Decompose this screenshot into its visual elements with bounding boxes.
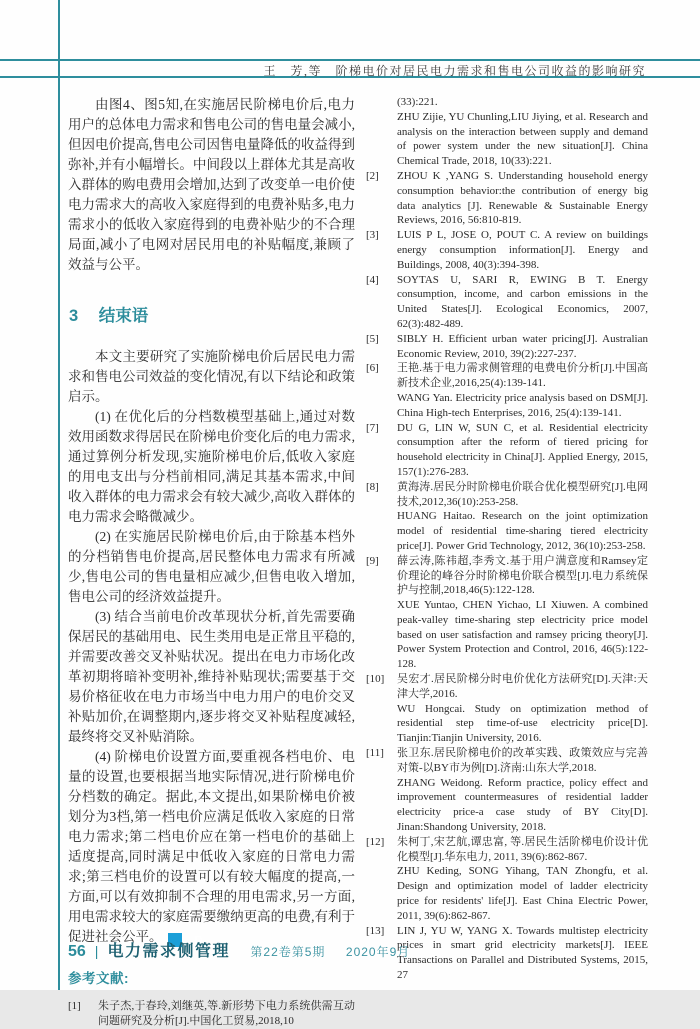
reference-text: ZHU Zijie, YU Chunling,LIU Jiying, et al. Research and analysis on the interaction between supply and demand of power system under the new situation[J]. China Chemical Trade, 2018, 10(33):221.: [397, 110, 648, 168]
reference-label: [8]: [366, 480, 379, 493]
conclusion-point-2: (2) 在实施居民阶梯电价后,由于除基本档外的分档销售电价提高,居民整体电力需求有所减少,售电公司的售电量相应减少,但售电收入增加,售电公司的经济效益提升。: [68, 529, 355, 604]
reference-label: [10]: [366, 673, 385, 686]
conclusion-point-1: (1) 在优化后的分档数模型基础上,通过对数效用函数求得居民在阶梯电价变化后的电力需求,通过算例分析发现,实施阶梯电价后,低收入家庭的用电支出与分档前相同,满足其基本需求,中间收入群体的电力需求会有较大减少,高收入群体的电力需求会略微减少。: [68, 409, 355, 524]
section-heading: [69, 302, 355, 326]
reference-item: [366, 421, 648, 480]
header-rule-top: [0, 59, 700, 61]
reference-text: LUIS P L, JOSE O, POUT C. A review on buildings energy consumption information[J]. Energy and Buildings, 2008, 40(3):394-398.: [397, 229, 648, 271]
reference-item: [366, 598, 648, 672]
running-title: 王 芳,等 阶梯电价对居民电力需求和售电公司收益的影响研究: [263, 63, 646, 78]
reference-item: [366, 391, 648, 421]
journal-name: 电力需求侧管理: [107, 943, 230, 960]
reference-text: SIBLY H. Efficient urban water pricing[J]. Australian Economic Review, 2010, 39(2):227-237.: [397, 332, 648, 360]
right-column references-list: [366, 95, 648, 983]
conclusion-point-4: [68, 747, 355, 947]
reference-item: [366, 746, 648, 776]
reference-label: [6]: [366, 362, 379, 375]
results-paragraph: 由图4、图5知,在实施居民阶梯电价后,电力用户的总体电力需求和售电公司的售电量会减小,但因电价提高,售电公司因售电量降低的收益得到弥补,并有小幅增长。中间段以上群体尤其是高收入群体的购电费用会增加,达到了改变单一电价使电力需求大的高收入家庭得到的电费补贴多,电力需求小的低收入家庭得到的电费补贴少的不合理局面,减小了电网对居民用电的补贴幅度,兼顾了效益与公平。: [68, 97, 355, 272]
reference-text: 薛云涛,陈祎超,李秀文.基于用户满意度和Ramsey定价理论的峰谷分时阶梯电价联合模型[J].电力系统保护与控制,2018,46(5):122-128.: [397, 554, 648, 597]
reference-label: [5]: [366, 332, 379, 345]
conclusion-point-4-text: (4) 阶梯电价设置方面,要重视各档电价、电量的设置,也要根据当地实际情况,进行阶梯电价分档数的确定。据此,本文提出,如果阶梯电价被划分为3档,第一档电价应满足低收入家庭的日常电力需求;第二档电价应在第一档电价的基础上适度提高,同时满足中低收入家庭的日常电力需求;第三档电价的设置可以有较大幅度的提高,一方面,可以有效抑制不合理的用电需求,另一方面,用电需求较大的家庭需要缴纳更高的电费,有利于促进社会公平。: [68, 749, 355, 944]
reference-item: [366, 95, 648, 110]
reference-label: [2]: [366, 169, 379, 182]
reference-text: 吴宏才.居民阶梯分时电价优化方法研究[D].天津:天津大学,2016.: [397, 673, 648, 700]
reference-item: [366, 361, 648, 391]
reference-text: ZHOU K ,YANG S. Understanding household energy consumption behavior:the contribution of energy big data analytics [J]. Renewable & Sustainable Energy Reviews, 2016, 56:810-819.: [397, 169, 648, 227]
conclusion-point-3: (3) 结合当前电价改革现状分析,首先需要确保居民的基础用电、民生类用电是正常且平稳的,并需要改善交叉补贴状况。提出在电力市场化改革初期将暗补变明补,维持补贴现状;需要基于交易价格征收在电力市场当中电力用户的电价交叉补贴加价,在调整期内,逐步将交叉补贴程度减轻,最终将交叉补贴消除。: [68, 609, 355, 744]
reference-label: [7]: [366, 421, 379, 434]
page-footer: [68, 938, 410, 961]
references-heading: 参考文献:: [68, 971, 129, 986]
reference-item: [366, 672, 648, 702]
reference-text: 朱子杰,于春玲,刘继英,等.新形势下电力系统供需互动问题研究及分析[J].中国化工贸易,2018,10: [98, 1000, 355, 1027]
reference-text: SOYTAS U, SARI R, EWING B T. Energy consumption, income, and carbon emissions in the United States[J]. Ecological Economics, 2007, 62(3):482-489.: [397, 273, 648, 330]
reference-item: [366, 110, 648, 169]
reference-label: [13]: [366, 924, 385, 937]
reference-item: [366, 776, 648, 835]
reference-label: [12]: [366, 835, 385, 848]
left-column: [68, 95, 355, 1029]
reference-label: [1]: [68, 1000, 81, 1012]
conclusion-intro-paragraph: 本文主要研究了实施阶梯电价后居民电力需求和售电公司效益的变化情况,有以下结论和政策启示。: [68, 349, 355, 404]
reference-item: [366, 332, 648, 362]
footer-separator: |: [94, 943, 99, 959]
issue-info: 第22卷第5期: [250, 945, 326, 959]
reference-item: [366, 702, 648, 746]
reference-text: 朱柯丁,宋艺航,谭忠富, 等.居民生活阶梯电价设计优化模型[J].华东电力, 2011, 39(6):862-867.: [397, 835, 648, 863]
publication-date: 2020年9月: [345, 945, 411, 959]
left-margin-rule: [58, 0, 60, 990]
reference-item: [366, 480, 648, 510]
reference-text: (33):221.: [397, 96, 438, 108]
reference-label: [4]: [366, 273, 379, 286]
reference-label: [9]: [366, 554, 379, 567]
reference-text: DU G, LIN W, SUN C, et al. Residential electricity consumption after the reform of tiered pricing for household electricity in China[J]. Applied Energy, 2015, 157(1):276-283.: [397, 421, 648, 478]
reference-item: [366, 228, 648, 272]
reference-item: [68, 999, 355, 1029]
reference-item: [366, 273, 648, 332]
article-end-mark-letter: D: [194, 934, 203, 946]
reference-item: [366, 169, 648, 228]
reference-text: 黄海涛.居民分时阶梯电价联合优化模型研究[J].电网技术,2012,36(10):253-258.: [397, 480, 648, 508]
section-title: 结束语: [98, 307, 149, 325]
reference-text: ZHU Keding, SONG Yihang, TAN Zhongfu, et al. Design and optimization model of ladder electricity price for residents' life[J]. East China Electric Power, 2011, 39(6):862-867.: [397, 865, 648, 922]
reference-item: [366, 864, 648, 923]
reference-text: ZHANG Weidong. Reform practice, policy effect and improvement countermeasures of residential ladder electricity price-a case study of BY City[D]. Jinan:Shandong University, 2018.: [397, 776, 648, 834]
reference-item: [366, 509, 648, 553]
reference-text: XUE Yuntao, CHEN Yichao, LI Xiuwen. A combined peak-valley time-sharing step electricity price model based on user satisfaction and ramsey pricing theory[J]. Power System Protection and Control, 2016, 46(5):122-128.: [397, 599, 648, 671]
reference-text: WANG Yan. Electricity price analysis based on DSM[J]. China High-tech Enterprises, 2016, 25(4):139-141.: [397, 391, 648, 419]
reference-item: [366, 835, 648, 865]
reference-item: [366, 554, 648, 598]
section-number: 3: [69, 307, 79, 325]
reference-text: 王艳.基于电力需求侧管理的电费电价分析[J].中国高新技术企业,2016,25(4):139-141.: [397, 362, 648, 390]
reference-label: [11]: [366, 747, 384, 760]
reference-text: LIN J, YU W, YANG X. Towards multistep electricity prices in smart grid electricity markets[J]. IEEE Transactions on Parallel and Distributed Systems, 2015, 27: [397, 924, 648, 982]
reference-text: 张卫东.居民阶梯电价的改革实践、政策效应与完善对策-以BY市为例[D].济南:山东大学,2018.: [397, 747, 648, 774]
reference-text: HUANG Haitao. Research on the joint optimization model of residential time-sharing tiered electricity price[J]. Power Grid Technology, 2012, 36(10):253-258.: [397, 510, 648, 552]
reference-text: WU Hongcai. Study on optimization method of residential step time-of-use electricity price[D]. Tianjin:Tianjin University, 2016.: [397, 702, 648, 745]
page-number: 56: [68, 943, 86, 960]
reference-label: [3]: [366, 229, 379, 242]
